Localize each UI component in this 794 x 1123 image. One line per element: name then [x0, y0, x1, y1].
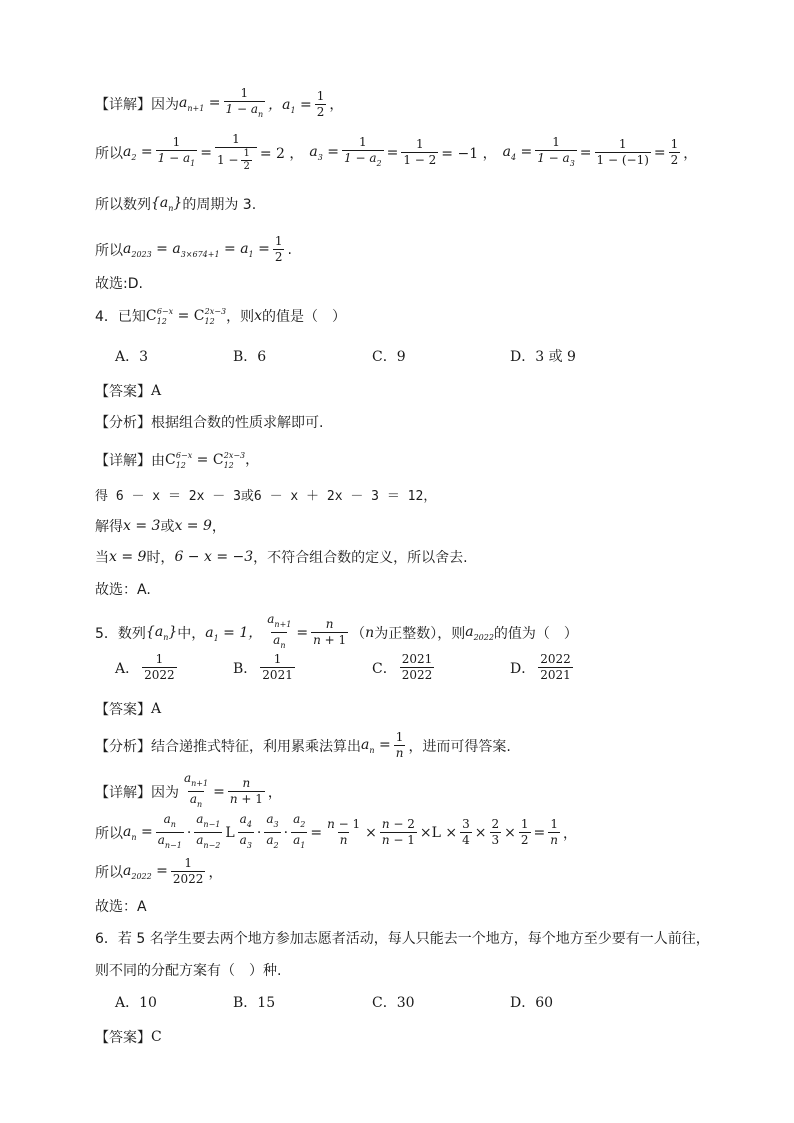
- so-text: 所以: [95, 145, 123, 162]
- option-label: C．: [372, 660, 397, 677]
- frac-den: 2022: [401, 668, 433, 682]
- q6-stem-line2: 则不同的分配方案有（ ）种.: [95, 963, 282, 979]
- q3-detail-line4: [95, 234, 292, 265]
- fraction: [538, 652, 573, 683]
- fraction: $\frac{1}{2}$: [670, 137, 679, 167]
- fraction: $\frac{1}{1 - a_n}$: [224, 86, 266, 122]
- fraction: $\frac{2}{3}$: [491, 817, 500, 847]
- detail-text: 或: [160, 519, 175, 535]
- punct: ，: [208, 864, 223, 881]
- math-var: x: [254, 308, 262, 324]
- fraction: $\frac{3}{4}$: [462, 817, 470, 847]
- punct: ，: [329, 97, 344, 113]
- fraction: $\frac{a_3}{a_2}$: [264, 812, 280, 853]
- q5-option-a: [115, 652, 180, 683]
- fraction: $\frac{n}{n + 1}$: [229, 776, 263, 806]
- answer-value: A: [151, 701, 162, 717]
- punct: ，: [563, 825, 577, 842]
- fraction: $\frac{a_2}{a_1}$: [291, 812, 307, 853]
- q6-stem-line1: [95, 928, 710, 948]
- fraction: [142, 652, 177, 683]
- q4-detail-line2: 得 6 － x ＝ 2x － 3或6 － x ＋ 2x － 3 ＝ 12，: [95, 489, 437, 504]
- detail-tag: 【详解】: [95, 97, 151, 113]
- q5-option-d: [510, 652, 576, 683]
- stem-text: ，则: [226, 309, 255, 325]
- fraction: $\frac{1}{1 - (-1)}$: [596, 137, 649, 167]
- math-expr: $a_1 = 1$，: [205, 625, 263, 643]
- q5-answer: [95, 699, 161, 719]
- analysis-tag: 【分析】: [95, 415, 151, 431]
- fraction: $\frac{a_n}{a_{n-1}}$: [156, 812, 184, 853]
- fraction: $\frac{1}{n}$: [395, 730, 404, 760]
- times: ×: [365, 824, 377, 841]
- eq: =: [310, 824, 323, 841]
- dot: ·: [283, 824, 289, 841]
- q6-option-a: A．10: [115, 995, 157, 1011]
- question-number: 5．: [95, 625, 118, 642]
- q4-answer: [95, 381, 161, 401]
- math-expr: $a_n$ =: [361, 736, 391, 755]
- stem-text: 中，: [177, 625, 206, 642]
- detail-tag: 【详解】: [95, 452, 151, 469]
- frac-num: 1: [155, 652, 164, 666]
- ellipsis: L: [225, 824, 235, 841]
- q3-detail-line2: [95, 132, 697, 173]
- conclusion-text: 故选:D.: [95, 276, 143, 292]
- punct: .: [287, 241, 292, 258]
- period-text: 所以数列: [95, 197, 151, 213]
- eq: =: [579, 144, 592, 161]
- stem-text: 已知: [117, 309, 146, 325]
- fraction: $\frac{a_{n+1}}{a_n}$: [265, 612, 293, 653]
- answer-value: A: [151, 383, 162, 399]
- math-expr: $C_{12}^{6-x} = C_{12}^{2x-3}$: [145, 306, 227, 326]
- answer-value: C: [151, 1029, 162, 1045]
- eq: = 2 ，: [259, 145, 304, 162]
- q4-stem: [95, 306, 346, 326]
- fraction: $\frac{n - 2}{n - 1}$: [381, 817, 415, 847]
- punct: ，: [683, 145, 698, 162]
- math-expr: $a_{2022}$: [465, 623, 494, 642]
- fraction: $\frac{1}{2}$: [520, 817, 529, 847]
- math-expr: $a_{2022}$ =: [123, 862, 168, 881]
- detail-text: ，不符合组合数的定义，所以舍去.: [253, 550, 468, 566]
- math-expr: $a_n$ =: [123, 823, 153, 842]
- math-expr: $a_4$ =: [502, 143, 533, 162]
- frac-num: 1: [273, 652, 282, 666]
- fraction: $\frac{1}{1 - a_1}$: [156, 135, 198, 171]
- option-label: B．: [233, 660, 258, 677]
- fraction: [260, 652, 295, 683]
- q4-detail-line4: [95, 547, 468, 567]
- q4-conclusion: 故选：A.: [95, 582, 151, 598]
- stem-text: 数列: [117, 625, 146, 642]
- q4-detail-line3: [95, 516, 226, 536]
- analysis-tag: 【分析】: [95, 738, 151, 755]
- frac-num: 2021: [401, 652, 433, 666]
- detail-text: 因为: [151, 784, 179, 801]
- detail-text: 所以: [95, 825, 123, 842]
- frac-den: 2022: [144, 668, 175, 682]
- q5-detail-line1: [95, 771, 282, 812]
- frac-den: 2021: [540, 668, 571, 682]
- fraction: [400, 652, 435, 683]
- q5-option-c: [372, 652, 437, 683]
- punct: ，: [211, 519, 226, 535]
- stem-text: （: [351, 625, 366, 642]
- fraction: $\frac{1}{2}$: [316, 88, 325, 119]
- fraction: $\frac{n - 1}{n}$: [327, 817, 361, 847]
- math-expr: $a_{2023} = a_{3\times 674+1} = a_1$ =: [123, 240, 270, 259]
- eq: =: [213, 783, 225, 800]
- eq: =: [533, 824, 546, 841]
- fraction: $\frac{1}{1 - 2}$: [403, 137, 437, 167]
- q6-option-c: C．30: [372, 995, 415, 1011]
- fraction: $\frac{1}{2022}$: [172, 856, 204, 886]
- analysis-text: 结合递推式特征，利用累乘法算出: [151, 738, 361, 755]
- q3-detail-line3: [95, 194, 256, 214]
- math-expr: $a_3$ =: [309, 143, 340, 162]
- math-expr: x = 3: [123, 518, 161, 534]
- q4-option-b: B．6: [233, 349, 267, 365]
- fraction: 1 1 − $\frac{1}{2}$: [215, 132, 257, 173]
- q3-conclusion: [95, 273, 143, 293]
- analysis-text: 根据组合数的性质求解即可.: [151, 415, 324, 431]
- q4-option-a: A．3: [115, 349, 149, 365]
- option-label: D．: [510, 660, 536, 677]
- q6-option-b: B．15: [233, 995, 276, 1011]
- stem-text: 的值是（ ）: [261, 309, 346, 325]
- fraction: $\frac{1}{1 - a_2}$: [342, 135, 384, 171]
- stem-text: 为正整数），则: [374, 625, 466, 642]
- math-expr: $a_2$ =: [123, 143, 153, 162]
- eq: =: [653, 144, 666, 161]
- math-expr: $\{a_n\}$: [145, 623, 178, 642]
- times: ×: [504, 824, 516, 841]
- q5-detail-line3: [95, 856, 222, 887]
- detail-text: 由: [151, 452, 165, 469]
- option-label: A．: [115, 660, 140, 677]
- math-expr: $a_{n+1}$ =: [179, 95, 221, 113]
- answer-tag: 【答案】: [95, 384, 151, 400]
- math-expr: $C_{12}^{6-x} = C_{12}^{2x-3}$，: [165, 451, 260, 470]
- fraction: $\frac{1}{2}$: [274, 234, 283, 264]
- math-expr: x = 9: [109, 549, 147, 565]
- fraction: $\frac{a_{n+1}}{a_n}$: [182, 771, 210, 812]
- times: ×: [474, 824, 487, 841]
- punct: ，: [267, 784, 282, 801]
- stem-text: 的值为（ ）: [493, 625, 578, 642]
- q5-analysis: [95, 730, 511, 761]
- q4-analysis: [95, 412, 323, 432]
- frac-den: 2021: [262, 668, 293, 682]
- period-tail: 的周期为 3.: [182, 197, 257, 213]
- dot: ·: [186, 824, 192, 841]
- fraction: $\frac{n}{n + 1}$: [313, 617, 347, 647]
- frac-num: 2022: [540, 652, 571, 666]
- q3-detail-line1: [95, 86, 343, 122]
- eq: =: [296, 624, 309, 641]
- q6-option-d: D．60: [510, 995, 554, 1011]
- math-expr: x = 9: [174, 518, 212, 534]
- math-expr: $\{a_n\}$: [151, 195, 183, 213]
- answer-tag: 【答案】: [95, 1030, 151, 1046]
- math-expr: 6 − x = −3: [174, 549, 254, 565]
- detail-text: 解得: [95, 519, 123, 535]
- eq: =: [200, 144, 212, 161]
- q5-stem: [95, 612, 578, 653]
- detail-text: 时，: [146, 550, 175, 566]
- analysis-text: ，进而可得答案.: [408, 738, 511, 755]
- q4-detail-line1: [95, 449, 259, 470]
- fraction: $\frac{1}{1 - a_3}$: [535, 135, 577, 171]
- eq: =: [386, 144, 399, 161]
- answer-tag: 【答案】: [95, 702, 151, 718]
- q5-detail-line2: [95, 812, 577, 853]
- fraction: $\frac{a_{n-1}}{a_{n-2}}$: [194, 812, 222, 853]
- detail-text: 当: [95, 550, 109, 566]
- because-text: 因为: [151, 97, 179, 113]
- detail-text: 所以: [95, 864, 123, 881]
- q4-option-d: D．3 或 9: [510, 349, 576, 365]
- eq: = −1 ，: [441, 145, 497, 162]
- fraction: $\frac{1}{n}$: [550, 817, 558, 847]
- q4-option-c: C．9: [372, 349, 406, 365]
- math-expr: ，$a_1$ =: [268, 96, 312, 115]
- math-var: n: [365, 624, 375, 641]
- q5-option-b: [233, 652, 298, 683]
- ellipsis: ×L ×: [419, 824, 458, 841]
- dot: ·: [256, 824, 262, 841]
- so2023-text: 所以: [95, 242, 123, 259]
- question-number: 6．: [95, 931, 118, 947]
- stem-text: 若 5 名学生要去两个地方参加志愿者活动，每人只能去一个地方，每个地方至少要有一人前往，: [117, 931, 710, 947]
- fraction: $\frac{a_4}{a_3}$: [238, 812, 254, 853]
- detail-tag: 【详解】: [95, 784, 151, 801]
- q5-conclusion: 故选：A: [95, 899, 147, 915]
- question-number: 4．: [95, 309, 118, 325]
- q6-answer: [95, 1027, 162, 1047]
